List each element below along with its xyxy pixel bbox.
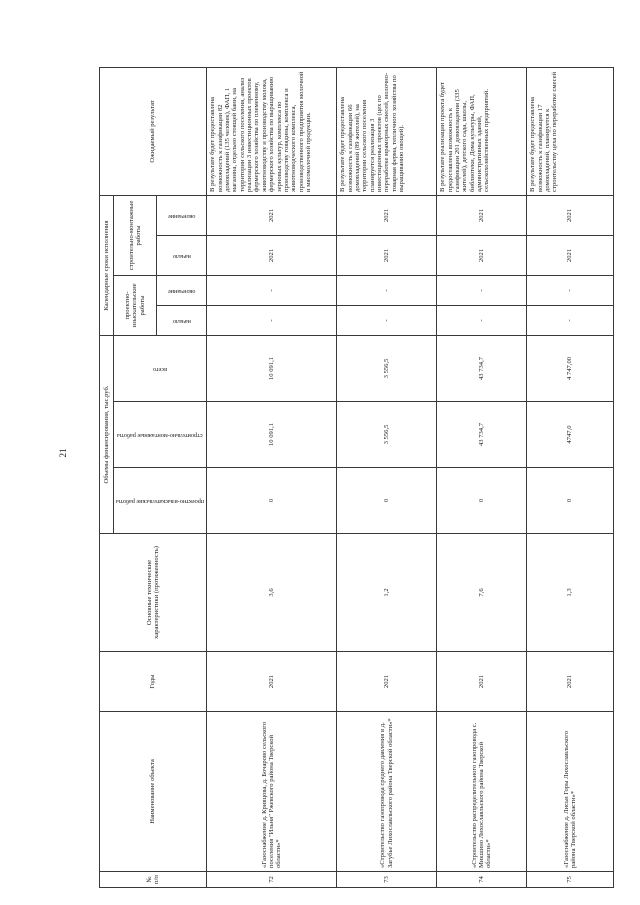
row-construction-end: 2021	[527, 195, 614, 235]
row-funding-construction: 43 734,7	[437, 402, 527, 468]
row-funding-design: 0	[207, 468, 337, 534]
row-year: 2021	[437, 652, 527, 712]
page-number: 21	[58, 448, 68, 458]
row-funding-design: 0	[527, 468, 614, 534]
row-year: 2021	[527, 652, 614, 712]
row-design-start: -	[437, 305, 527, 335]
row-construction-start: 2021	[527, 235, 614, 275]
row-spec: 1,2	[337, 534, 437, 652]
row-name: «Газоснабжение д. Лисьи Горы Лихославльского района Тверской области»*	[527, 712, 614, 872]
header-funding-construction: строительно-монтажные работы	[114, 402, 207, 468]
row-design-start: -	[207, 305, 337, 335]
row-funding-design: 0	[337, 468, 437, 534]
row-construction-start: 2021	[337, 235, 437, 275]
row-construction-start: 2021	[437, 235, 527, 275]
objects-table	[99, 68, 594, 888]
row-design-end: -	[437, 275, 527, 305]
header-construction-end: окончание	[156, 195, 206, 235]
row-result: В результате будет предоставлена возможность к газификации 82 домовладений (135 человек), ФАП, 1 магазина, отдельно стоящей бани, на территории сельского поселения, анализ реализации 3 инвестиционных проектов фермерского хозяйства по племенному, животноводству и производству молока, фермерского хозяйства по выращиванию зерновых культур, комплекса по производству говядины, комплекса и животноводческого комплекса, производственного предприятия молочной и мясомолочной продукции.	[207, 67, 337, 195]
row-result: В результате будет предоставлена возможность к газификации 17 домовладений, планируется к строительству цеха по переработке смесей	[527, 67, 614, 195]
row-funding-construction: 3 556,5	[337, 402, 437, 468]
row-year: 2021	[207, 652, 337, 712]
header-funding-design: проектно-изыскательские работы	[114, 468, 207, 534]
row-year: 2021	[337, 652, 437, 712]
row-construction-end: 2021	[337, 195, 437, 235]
row-construction-end: 2021	[437, 195, 527, 235]
row-construction-start: 2021	[207, 235, 337, 275]
header-funding-total: всего	[114, 335, 207, 401]
row-name: «Строительство газопровода среднего давления в д. Загубье Лихославльского района Тверской области»*	[337, 712, 437, 872]
header-funding: Объемы финансирования, тыс.руб.	[100, 335, 114, 533]
header-years: Годы	[100, 652, 207, 712]
header-terms: Календарные сроки исполнения	[100, 195, 114, 335]
row-name: «Газоснабжение д. Кривцова, д. Бочарово сельского поселения "Ильня" Ржевского района Тверской области»*	[207, 712, 337, 872]
row-funding-total: 4 747,00	[527, 335, 614, 401]
row-design-start: -	[527, 305, 614, 335]
row-design-end: -	[207, 275, 337, 305]
header-design-start: начало	[156, 305, 206, 335]
row-funding-total: 3 556,5	[337, 335, 437, 401]
row-num: 74	[437, 872, 527, 888]
row-funding-design: 0	[437, 468, 527, 534]
row-construction-end: 2021	[207, 195, 337, 235]
table-row	[207, 67, 337, 887]
header-terms-design: проектно-изыскательские работы	[114, 275, 157, 335]
row-num: 72	[207, 872, 337, 888]
row-design-end: -	[337, 275, 437, 305]
row-funding-construction: 10 091,1	[207, 402, 337, 468]
row-result: В результате реализации проекта будет предоставлена возможность к газификации 201 домовладения (335 жителей), детского сада, школы, библиотеки, Дома культуры, ФАП, административных зданий, сельскохозяйственных предприятий.	[437, 67, 527, 195]
header-num: № п/п	[100, 872, 207, 888]
header-name: Наименование объекта	[100, 712, 207, 872]
table-row	[527, 67, 614, 887]
row-funding-construction: 4747,0	[527, 402, 614, 468]
row-spec: 7,6	[437, 534, 527, 652]
row-funding-total: 43 734,7	[437, 335, 527, 401]
row-design-start: -	[337, 305, 437, 335]
row-spec: 1,3	[527, 534, 614, 652]
header-result: Ожидаемый результат	[100, 67, 207, 195]
row-spec: 3,6	[207, 534, 337, 652]
row-design-end: -	[527, 275, 614, 305]
row-result: В результате будет предоставлена возможность к газификации 66 домовладений (89 жителей), на территории сельского поселения планируется реализация 3 инвестиционных проектов (цех по переработке мраморных смесей, молочно-товарная ферма, тепличного хозяйства по выращиванию овощей).	[337, 67, 437, 195]
header-specs: Основные технические характеристики (протяженность)	[100, 534, 207, 652]
header-design-end: окончание	[156, 275, 206, 305]
header-row-1	[100, 67, 114, 887]
row-funding-total: 10 091,1	[207, 335, 337, 401]
row-num: 73	[337, 872, 437, 888]
table-row	[337, 67, 437, 887]
header-construction-start: начало	[156, 235, 206, 275]
row-num: 75	[527, 872, 614, 888]
row-name: «Строительство распределительного газопровода с. Микшино Лихославльского района Тверской области»*	[437, 712, 527, 872]
header-terms-construction: строительно-монтажные работы	[114, 195, 157, 275]
table-row	[437, 67, 527, 887]
